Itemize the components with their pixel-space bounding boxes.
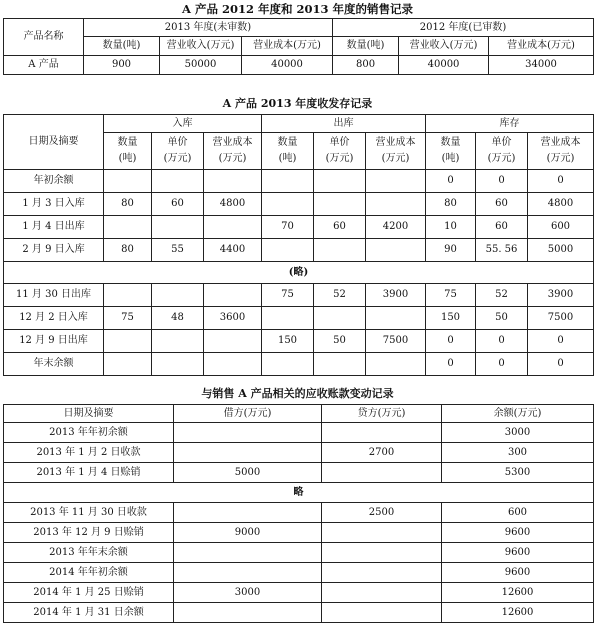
table-cell: [104, 216, 152, 239]
subheader-unit: (吨): [118, 153, 137, 164]
table-cell: [314, 353, 366, 376]
table-cell: 2014 年 1 月 25 日赊销: [4, 583, 174, 603]
table-cell: [322, 423, 442, 443]
table-cell: 34000: [489, 56, 594, 75]
table-row: [4, 583, 594, 603]
table-cell: 3900: [366, 284, 426, 307]
subheader-qty: [104, 133, 152, 170]
table-cell: [204, 170, 262, 193]
table-cell: 2013 年 1 月 2 日收款: [4, 443, 174, 463]
header-rev-2012: 营业收入(万元): [399, 37, 489, 56]
table-cell: 2013 年年初余额: [4, 423, 174, 443]
table-cell: [262, 307, 314, 330]
sales-record-table: [3, 18, 594, 75]
table-cell: 75: [262, 284, 314, 307]
table-cell: 2 月 9 日入库: [4, 239, 104, 262]
header-qty-2012: 数量(吨): [333, 37, 399, 56]
table-cell: [104, 330, 152, 353]
table-cell: 0: [426, 353, 476, 376]
table-cell: 60: [314, 216, 366, 239]
table-cell: [204, 330, 262, 353]
subheader-price: [152, 133, 204, 170]
header-debit: 借方(万元): [174, 405, 322, 423]
subheader-label: 单价: [491, 137, 512, 148]
table-cell: [314, 193, 366, 216]
table-cell: [152, 284, 204, 307]
table-cell: 7500: [528, 307, 594, 330]
subheader-qty: [262, 133, 314, 170]
table-cell: 1 月 4 日出库: [4, 216, 104, 239]
table-cell: 11 月 30 日出库: [4, 284, 104, 307]
header-stock: 库存: [426, 115, 594, 133]
table-cell: 2014 年年初余额: [4, 563, 174, 583]
table-cell: 5000: [528, 239, 594, 262]
subheader-unit: (吨): [278, 153, 297, 164]
table-row: [4, 463, 594, 483]
table-cell: 12600: [442, 603, 594, 623]
table-row: [4, 330, 594, 353]
table-cell: [204, 284, 262, 307]
subheader-label: 营业成本: [540, 137, 581, 148]
table-cell: 3600: [204, 307, 262, 330]
table-cell: 9600: [442, 523, 594, 543]
table2-title: A 产品 2013 年度收发存记录: [222, 97, 373, 110]
table-cell: [174, 443, 322, 463]
table-cell: 50000: [160, 56, 242, 75]
table-cell: [322, 583, 442, 603]
table-cell: 50: [476, 307, 528, 330]
table-cell: 80: [426, 193, 476, 216]
omitted-row: [4, 483, 594, 503]
table-cell: [152, 170, 204, 193]
table-row: [4, 239, 594, 262]
header-2013: 2013 年度(未审数): [84, 19, 333, 37]
table-cell: [174, 423, 322, 443]
table-cell: [366, 239, 426, 262]
table3-title: 与销售 A 产品相关的应收账款变动记录: [201, 387, 394, 400]
table-row: [4, 193, 594, 216]
table-row: [4, 423, 594, 443]
table-cell: 40000: [242, 56, 333, 75]
header-cost-2012: 营业成本(万元): [489, 37, 594, 56]
inventory-record-table: [3, 114, 594, 376]
subheader-cost: [204, 133, 262, 170]
subheader-unit: (万元): [218, 153, 247, 164]
table-cell: [174, 563, 322, 583]
table-cell: 80: [104, 193, 152, 216]
table-cell: 90: [426, 239, 476, 262]
table-cell: [322, 523, 442, 543]
table-cell: [262, 239, 314, 262]
subheader-unit: (万元): [381, 153, 410, 164]
table-cell: 55. 56: [476, 239, 528, 262]
header-date: 日期及摘要: [4, 405, 174, 423]
header-out: 出库: [262, 115, 426, 133]
table-cell: [366, 353, 426, 376]
table-row: [4, 563, 594, 583]
table-cell: A 产品: [4, 56, 84, 75]
table-cell: [366, 193, 426, 216]
table-row: [4, 603, 594, 623]
table-cell: 2013 年 11 月 30 日收款: [4, 503, 174, 523]
table-row: [4, 284, 594, 307]
table-cell: 2013 年年末余额: [4, 543, 174, 563]
table-cell: [104, 353, 152, 376]
table-cell: 75: [426, 284, 476, 307]
table-cell: 52: [314, 284, 366, 307]
subheader-unit: (万元): [163, 153, 192, 164]
subheader-label: 营业成本: [375, 137, 416, 148]
header-credit: 贷方(万元): [322, 405, 442, 423]
table-cell: 0: [528, 353, 594, 376]
subheader-cost: [366, 133, 426, 170]
subheader-unit: (万元): [546, 153, 575, 164]
table-cell: 12 月 9 日出库: [4, 330, 104, 353]
table-cell: 4800: [528, 193, 594, 216]
subheader-unit: (吨): [441, 153, 460, 164]
table-cell: [322, 463, 442, 483]
table-cell: 48: [152, 307, 204, 330]
subheader-label: 数量: [277, 137, 298, 148]
table-cell: [322, 563, 442, 583]
table-cell: 150: [262, 330, 314, 353]
table-cell: 80: [104, 239, 152, 262]
omitted-row: [4, 262, 594, 284]
table-cell: 2013 年 1 月 4 日赊销: [4, 463, 174, 483]
table1-title: A 产品 2012 年度和 2013 年度的销售记录: [182, 2, 413, 16]
header-qty-2013: 数量(吨): [84, 37, 160, 56]
subheader-unit: (万元): [487, 153, 516, 164]
table-cell: 4200: [366, 216, 426, 239]
subheader-price: [476, 133, 528, 170]
table-cell: 40000: [399, 56, 489, 75]
table-row: [4, 56, 594, 75]
table-cell: 9600: [442, 563, 594, 583]
table-cell: [152, 330, 204, 353]
table-cell: 5300: [442, 463, 594, 483]
table-cell: 300: [442, 443, 594, 463]
table-cell: 0: [528, 170, 594, 193]
table-cell: [174, 603, 322, 623]
table-row: [4, 543, 594, 563]
table-cell: 0: [476, 353, 528, 376]
table-cell: [314, 239, 366, 262]
subheader-unit: (万元): [325, 153, 354, 164]
table-cell: 年末余额: [4, 353, 104, 376]
table-cell: [366, 170, 426, 193]
table-cell: 3900: [528, 284, 594, 307]
header-cost-2013: 营业成本(万元): [242, 37, 333, 56]
table-cell: 150: [426, 307, 476, 330]
table-cell: 50: [314, 330, 366, 353]
table-cell: [262, 353, 314, 376]
header-balance: 余额(万元): [442, 405, 594, 423]
subheader-label: 数量: [440, 137, 461, 148]
header-in: 入库: [104, 115, 262, 133]
omitted-label: 略: [4, 483, 594, 503]
table-cell: 12 月 2 日入库: [4, 307, 104, 330]
table-row: [4, 353, 594, 376]
table-cell: 2013 年 12 月 9 日赊销: [4, 523, 174, 543]
table-cell: 3000: [174, 583, 322, 603]
table-cell: 60: [476, 216, 528, 239]
header-product-name: 产品名称: [4, 19, 84, 56]
table-cell: 4800: [204, 193, 262, 216]
table-cell: 55: [152, 239, 204, 262]
table-cell: 5000: [174, 463, 322, 483]
table-cell: 7500: [366, 330, 426, 353]
table-cell: 60: [152, 193, 204, 216]
header-date: 日期及摘要: [4, 115, 104, 170]
table-cell: 800: [333, 56, 399, 75]
table-cell: 10: [426, 216, 476, 239]
subheader-label: 数量: [117, 137, 138, 148]
table-row: [4, 523, 594, 543]
table-cell: 0: [426, 170, 476, 193]
table-cell: 75: [104, 307, 152, 330]
table-cell: 1 月 3 日入库: [4, 193, 104, 216]
table-row: [4, 307, 594, 330]
table-cell: [174, 543, 322, 563]
table-cell: [152, 353, 204, 376]
table-cell: 900: [84, 56, 160, 75]
table-cell: [322, 603, 442, 623]
table-cell: 60: [476, 193, 528, 216]
table-cell: 2014 年 1 月 31 日余额: [4, 603, 174, 623]
table-cell: 9000: [174, 523, 322, 543]
subheader-cost: [528, 133, 594, 170]
receivable-record-table: [3, 404, 594, 623]
table-cell: [262, 193, 314, 216]
subheader-label: 营业成本: [212, 137, 253, 148]
table-cell: [174, 503, 322, 523]
table-cell: 年初余额: [4, 170, 104, 193]
table-cell: 600: [442, 503, 594, 523]
table-cell: [262, 170, 314, 193]
table-cell: 4400: [204, 239, 262, 262]
table-cell: 70: [262, 216, 314, 239]
table-cell: [322, 543, 442, 563]
table-cell: [104, 170, 152, 193]
table-cell: [204, 353, 262, 376]
subheader-qty: [426, 133, 476, 170]
table-cell: 600: [528, 216, 594, 239]
table-row: [4, 170, 594, 193]
subheader-label: 单价: [167, 137, 188, 148]
table-cell: [152, 216, 204, 239]
table-cell: 12600: [442, 583, 594, 603]
table-cell: 2500: [322, 503, 442, 523]
table-cell: 52: [476, 284, 528, 307]
table-cell: 0: [426, 330, 476, 353]
table-cell: 2700: [322, 443, 442, 463]
header-rev-2013: 营业收入(万元): [160, 37, 242, 56]
table-cell: 9600: [442, 543, 594, 563]
table-row: [4, 503, 594, 523]
table-row: [4, 216, 594, 239]
table-cell: 0: [476, 330, 528, 353]
table-cell: 0: [528, 330, 594, 353]
table-cell: [366, 307, 426, 330]
table-cell: [204, 216, 262, 239]
table-cell: [104, 284, 152, 307]
table-cell: 0: [476, 170, 528, 193]
table-row: [4, 443, 594, 463]
table-cell: [314, 170, 366, 193]
table-cell: 3000: [442, 423, 594, 443]
omitted-label: (略): [4, 262, 594, 284]
subheader-price: [314, 133, 366, 170]
header-2012: 2012 年度(已审数): [333, 19, 594, 37]
subheader-label: 单价: [329, 137, 350, 148]
table-cell: [314, 307, 366, 330]
